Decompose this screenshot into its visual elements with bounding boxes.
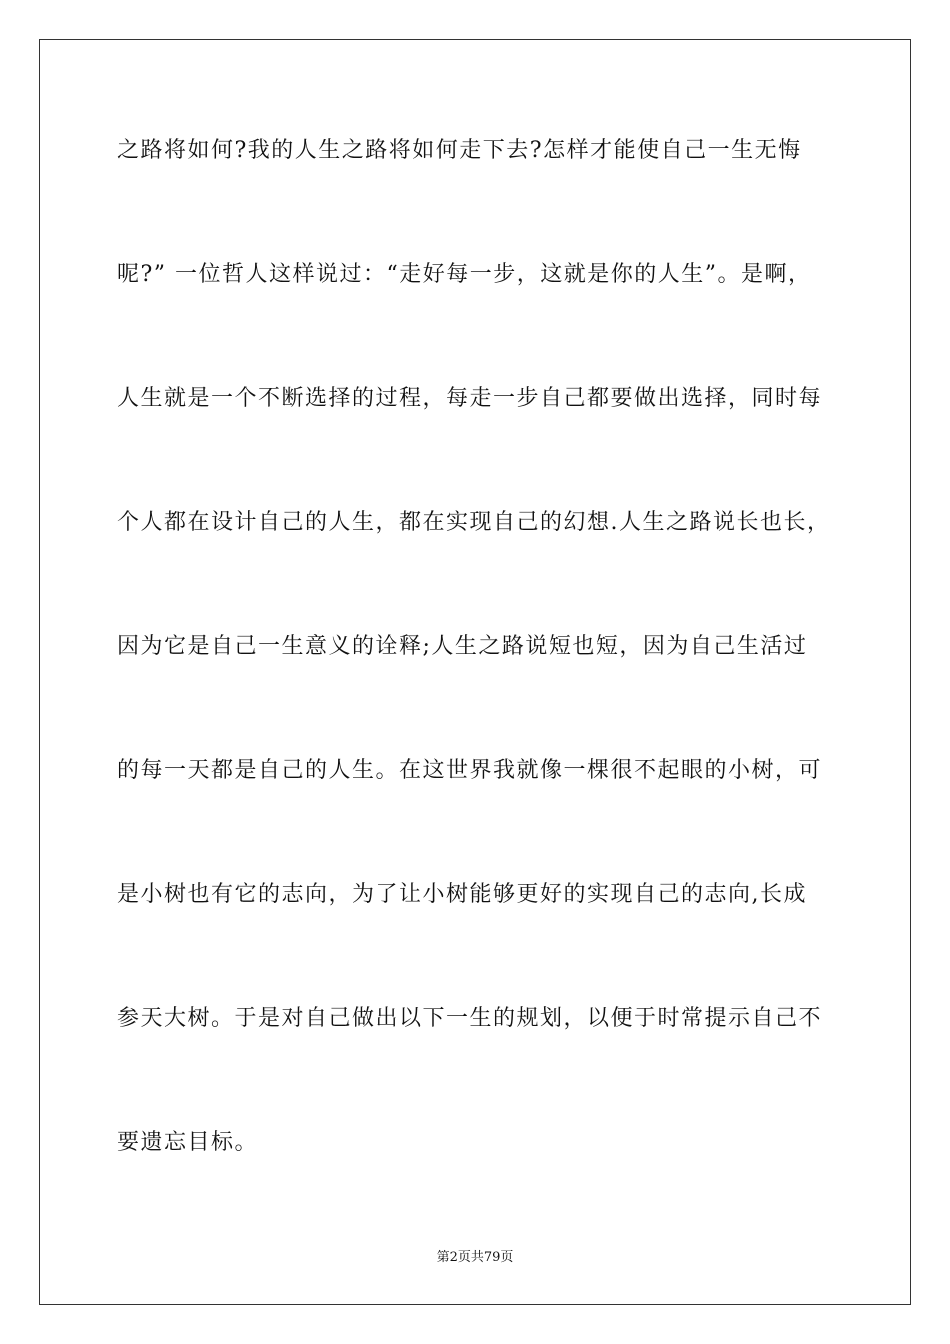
text-line: 之路将如何?我的人生之路将如何走下去?怎样才能使自己一生无悔	[117, 138, 802, 163]
text-line: 人生就是一个不断选择的过程，每走一步自己都要做出选择，同时每	[117, 386, 823, 411]
total-pages: 共79页	[470, 1250, 514, 1265]
text-line: 呢?” 一位哲人这样说过：“走好每一步，这就是你的人生”。是啊，	[117, 262, 812, 287]
page-number: 第2页	[436, 1250, 471, 1265]
text-line: 因为它是自己一生意义的诠释;人生之路说短也短，因为自己生活过	[117, 634, 808, 659]
text-line: 的每一天都是自己的人生。在这世界我就像一棵很不起眼的小树，可	[117, 758, 823, 783]
text-line: 个人都在设计自己的人生，都在实现自己的幻想.人生之路说长也长，	[117, 510, 831, 535]
text-line: 要遗忘目标。	[117, 1130, 259, 1155]
text-line: 是小树也有它的志向，为了让小树能够更好的实现自己的志向,长成	[117, 882, 807, 907]
page-footer	[0, 1246, 950, 1265]
text-line: 参天大树。于是对自己做出以下一生的规划，以便于时常提示自己不	[117, 1006, 823, 1031]
